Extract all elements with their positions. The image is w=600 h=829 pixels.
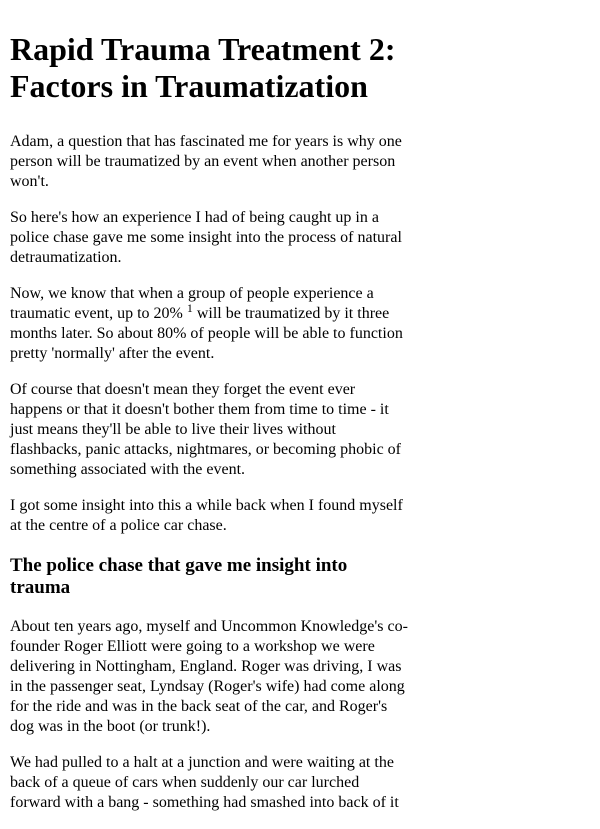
page-title: Rapid Trauma Treatment 2: Factors in Traumatization — [10, 31, 396, 104]
paragraph-police-chase-insight: So here's how an experience I had of being caught up in a police chase gave me some insight into the process of natural detraumatization. — [10, 209, 402, 266]
paragraph-of-course: Of course that doesn't mean they forget the event ever happens or that it doesn't bother them from time to time - it just means they'll be able to live their lives without flashbacks, panic attacks, nightmares, or becoming phobic of something associated with the event. — [10, 381, 401, 478]
paragraph-statistics-text-start: Now, we know that when a group of people experience a traumatic event, up to 20% — [10, 285, 374, 322]
section-heading: The police chase that gave me insight into trauma — [10, 555, 348, 598]
paragraph-junction: We had pulled to a halt at a junction and were waiting at the back of a queue of cars when suddenly our car lurched forward with a bang - something had smashed into back of it — [10, 754, 399, 811]
article — [10, 0, 408, 829]
paragraph-statistics-text-end: will be traumatized by it three months later. So about 80% of people will be able to function pretty 'normally' after the event. — [10, 305, 403, 362]
footnote-reference[interactable]: 1 — [186, 301, 193, 315]
paragraph-intro: Adam, a question that has fascinated me for years is why one person will be traumatized by an event when another person won't. — [10, 133, 402, 190]
paragraph-statistics — [10, 284, 408, 364]
paragraph-insight: I got some insight into this a while back when I found myself at the centre of a police car chase. — [10, 497, 403, 534]
paragraph-workshop: About ten years ago, myself and Uncommon Knowledge's co-founder Roger Elliott were going to a workshop we were delivering in Nottingham, England. Roger was driving, I was in the passenger seat, Lyndsay (Roger's wife) had come along for the ride and was in the back seat of the car, and Roger's dog was in the boot (or trunk!). — [10, 618, 408, 735]
